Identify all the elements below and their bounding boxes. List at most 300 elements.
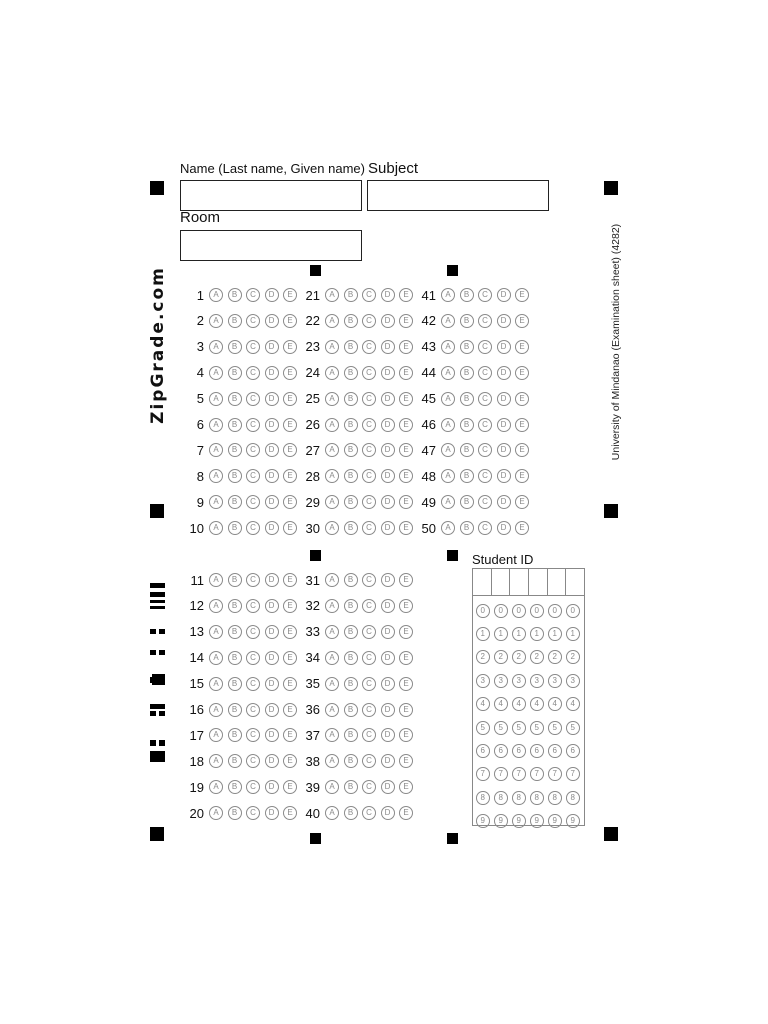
answer-bubble-b[interactable]: B bbox=[344, 418, 358, 432]
answer-bubble-c[interactable]: C bbox=[246, 340, 260, 354]
answer-bubble-c[interactable]: C bbox=[362, 521, 376, 535]
answer-bubble-d[interactable]: D bbox=[381, 599, 395, 613]
answer-bubble-e[interactable]: E bbox=[515, 495, 529, 509]
answer-bubble-b[interactable]: B bbox=[344, 521, 358, 535]
answer-bubble-c[interactable]: C bbox=[246, 806, 260, 820]
student-id-bubble[interactable]: 2 bbox=[476, 650, 490, 664]
answer-bubble-a[interactable]: A bbox=[209, 703, 223, 717]
student-id-bubble[interactable]: 0 bbox=[530, 604, 544, 618]
answer-bubble-e[interactable]: E bbox=[283, 521, 297, 535]
student-id-bubble[interactable]: 4 bbox=[530, 697, 544, 711]
answer-bubble-e[interactable]: E bbox=[283, 469, 297, 483]
student-id-bubble[interactable]: 8 bbox=[566, 791, 580, 805]
answer-bubble-a[interactable]: A bbox=[325, 288, 339, 302]
answer-bubble-d[interactable]: D bbox=[381, 651, 395, 665]
answer-bubble-a[interactable]: A bbox=[325, 366, 339, 380]
student-id-write-cell[interactable] bbox=[566, 569, 584, 595]
answer-bubble-a[interactable]: A bbox=[441, 366, 455, 380]
answer-bubble-c[interactable]: C bbox=[246, 288, 260, 302]
answer-bubble-e[interactable]: E bbox=[283, 418, 297, 432]
student-id-bubble[interactable]: 3 bbox=[530, 674, 544, 688]
answer-bubble-c[interactable]: C bbox=[362, 495, 376, 509]
answer-bubble-d[interactable]: D bbox=[265, 754, 279, 768]
answer-bubble-b[interactable]: B bbox=[344, 288, 358, 302]
name-field[interactable] bbox=[180, 180, 362, 211]
answer-bubble-b[interactable]: B bbox=[344, 780, 358, 794]
answer-bubble-d[interactable]: D bbox=[265, 392, 279, 406]
answer-bubble-e[interactable]: E bbox=[283, 443, 297, 457]
answer-bubble-c[interactable]: C bbox=[362, 288, 376, 302]
student-id-bubble[interactable]: 8 bbox=[494, 791, 508, 805]
answer-bubble-c[interactable]: C bbox=[478, 340, 492, 354]
student-id-bubble[interactable]: 2 bbox=[512, 650, 526, 664]
student-id-bubble[interactable]: 4 bbox=[494, 697, 508, 711]
student-id-bubble[interactable]: 9 bbox=[548, 814, 562, 828]
answer-bubble-a[interactable]: A bbox=[325, 677, 339, 691]
answer-bubble-b[interactable]: B bbox=[228, 314, 242, 328]
answer-bubble-e[interactable]: E bbox=[283, 288, 297, 302]
answer-bubble-a[interactable]: A bbox=[325, 780, 339, 794]
answer-bubble-d[interactable]: D bbox=[381, 443, 395, 457]
answer-bubble-a[interactable]: A bbox=[209, 573, 223, 587]
student-id-bubble[interactable]: 8 bbox=[548, 791, 562, 805]
student-id-bubble[interactable]: 6 bbox=[494, 744, 508, 758]
student-id-bubble[interactable]: 3 bbox=[566, 674, 580, 688]
answer-bubble-b[interactable]: B bbox=[344, 625, 358, 639]
answer-bubble-b[interactable]: B bbox=[344, 340, 358, 354]
answer-bubble-c[interactable]: C bbox=[362, 418, 376, 432]
student-id-bubble[interactable]: 4 bbox=[512, 697, 526, 711]
answer-bubble-b[interactable]: B bbox=[344, 599, 358, 613]
answer-bubble-e[interactable]: E bbox=[399, 599, 413, 613]
answer-bubble-a[interactable]: A bbox=[325, 703, 339, 717]
answer-bubble-c[interactable]: C bbox=[362, 754, 376, 768]
answer-bubble-c[interactable]: C bbox=[246, 443, 260, 457]
answer-bubble-e[interactable]: E bbox=[399, 521, 413, 535]
student-id-bubble[interactable]: 9 bbox=[476, 814, 490, 828]
student-id-bubble[interactable]: 7 bbox=[476, 767, 490, 781]
answer-bubble-e[interactable]: E bbox=[399, 625, 413, 639]
answer-bubble-a[interactable]: A bbox=[209, 443, 223, 457]
answer-bubble-a[interactable]: A bbox=[209, 806, 223, 820]
answer-bubble-d[interactable]: D bbox=[265, 651, 279, 665]
answer-bubble-d[interactable]: D bbox=[381, 703, 395, 717]
student-id-bubble[interactable]: 0 bbox=[476, 604, 490, 618]
student-id-bubble[interactable]: 9 bbox=[566, 814, 580, 828]
student-id-bubble[interactable]: 1 bbox=[530, 627, 544, 641]
answer-bubble-d[interactable]: D bbox=[381, 340, 395, 354]
answer-bubble-a[interactable]: A bbox=[209, 418, 223, 432]
answer-bubble-d[interactable]: D bbox=[381, 754, 395, 768]
student-id-bubble[interactable]: 9 bbox=[530, 814, 544, 828]
answer-bubble-d[interactable]: D bbox=[497, 418, 511, 432]
answer-bubble-a[interactable]: A bbox=[441, 392, 455, 406]
answer-bubble-a[interactable]: A bbox=[325, 728, 339, 742]
student-id-bubble[interactable]: 0 bbox=[548, 604, 562, 618]
answer-bubble-b[interactable]: B bbox=[228, 625, 242, 639]
answer-bubble-b[interactable]: B bbox=[344, 651, 358, 665]
answer-bubble-b[interactable]: B bbox=[344, 754, 358, 768]
student-id-bubble[interactable]: 1 bbox=[476, 627, 490, 641]
answer-bubble-e[interactable]: E bbox=[399, 780, 413, 794]
answer-bubble-d[interactable]: D bbox=[381, 728, 395, 742]
answer-bubble-e[interactable]: E bbox=[399, 392, 413, 406]
answer-bubble-d[interactable]: D bbox=[265, 703, 279, 717]
answer-bubble-d[interactable]: D bbox=[381, 469, 395, 483]
answer-bubble-a[interactable]: A bbox=[325, 469, 339, 483]
answer-bubble-e[interactable]: E bbox=[399, 418, 413, 432]
answer-bubble-b[interactable]: B bbox=[344, 573, 358, 587]
answer-bubble-b[interactable]: B bbox=[228, 366, 242, 380]
student-id-write-cell[interactable] bbox=[529, 569, 548, 595]
answer-bubble-d[interactable]: D bbox=[381, 314, 395, 328]
answer-bubble-e[interactable]: E bbox=[515, 443, 529, 457]
answer-bubble-c[interactable]: C bbox=[246, 469, 260, 483]
answer-bubble-d[interactable]: D bbox=[381, 418, 395, 432]
answer-bubble-b[interactable]: B bbox=[344, 495, 358, 509]
answer-bubble-c[interactable]: C bbox=[246, 754, 260, 768]
answer-bubble-d[interactable]: D bbox=[497, 521, 511, 535]
student-id-bubble[interactable]: 5 bbox=[566, 721, 580, 735]
answer-bubble-b[interactable]: B bbox=[228, 288, 242, 302]
answer-bubble-a[interactable]: A bbox=[209, 651, 223, 665]
answer-bubble-d[interactable]: D bbox=[265, 677, 279, 691]
answer-bubble-c[interactable]: C bbox=[478, 469, 492, 483]
answer-bubble-a[interactable]: A bbox=[325, 418, 339, 432]
answer-bubble-d[interactable]: D bbox=[265, 366, 279, 380]
answer-bubble-e[interactable]: E bbox=[399, 573, 413, 587]
answer-bubble-a[interactable]: A bbox=[209, 469, 223, 483]
answer-bubble-d[interactable]: D bbox=[265, 443, 279, 457]
answer-bubble-e[interactable]: E bbox=[283, 780, 297, 794]
student-id-write-cell[interactable] bbox=[492, 569, 511, 595]
answer-bubble-c[interactable]: C bbox=[246, 728, 260, 742]
answer-bubble-b[interactable]: B bbox=[460, 392, 474, 406]
answer-bubble-c[interactable]: C bbox=[246, 651, 260, 665]
student-id-bubble[interactable]: 4 bbox=[548, 697, 562, 711]
answer-bubble-b[interactable]: B bbox=[460, 443, 474, 457]
answer-bubble-a[interactable]: A bbox=[441, 288, 455, 302]
student-id-bubble[interactable]: 3 bbox=[494, 674, 508, 688]
answer-bubble-e[interactable]: E bbox=[399, 314, 413, 328]
answer-bubble-d[interactable]: D bbox=[497, 288, 511, 302]
answer-bubble-c[interactable]: C bbox=[246, 677, 260, 691]
student-id-bubble[interactable]: 1 bbox=[548, 627, 562, 641]
answer-bubble-c[interactable]: C bbox=[362, 780, 376, 794]
answer-bubble-e[interactable]: E bbox=[515, 392, 529, 406]
answer-bubble-d[interactable]: D bbox=[381, 780, 395, 794]
answer-bubble-e[interactable]: E bbox=[515, 521, 529, 535]
answer-bubble-e[interactable]: E bbox=[399, 677, 413, 691]
answer-bubble-b[interactable]: B bbox=[228, 469, 242, 483]
answer-bubble-b[interactable]: B bbox=[344, 703, 358, 717]
answer-bubble-d[interactable]: D bbox=[265, 495, 279, 509]
answer-bubble-a[interactable]: A bbox=[325, 314, 339, 328]
answer-bubble-a[interactable]: A bbox=[209, 340, 223, 354]
student-id-bubble[interactable]: 4 bbox=[476, 697, 490, 711]
student-id-bubble[interactable]: 7 bbox=[566, 767, 580, 781]
student-id-write-cell[interactable] bbox=[548, 569, 567, 595]
student-id-bubble[interactable]: 8 bbox=[476, 791, 490, 805]
answer-bubble-a[interactable]: A bbox=[209, 366, 223, 380]
answer-bubble-c[interactable]: C bbox=[362, 703, 376, 717]
answer-bubble-b[interactable]: B bbox=[344, 443, 358, 457]
student-id-bubble[interactable]: 6 bbox=[566, 744, 580, 758]
answer-bubble-b[interactable]: B bbox=[460, 418, 474, 432]
answer-bubble-e[interactable]: E bbox=[283, 314, 297, 328]
answer-bubble-b[interactable]: B bbox=[228, 780, 242, 794]
answer-bubble-a[interactable]: A bbox=[325, 651, 339, 665]
answer-bubble-e[interactable]: E bbox=[515, 418, 529, 432]
answer-bubble-e[interactable]: E bbox=[283, 495, 297, 509]
answer-bubble-e[interactable]: E bbox=[283, 573, 297, 587]
answer-bubble-b[interactable]: B bbox=[344, 806, 358, 820]
student-id-bubble[interactable]: 3 bbox=[548, 674, 562, 688]
student-id-bubble[interactable]: 9 bbox=[494, 814, 508, 828]
answer-bubble-e[interactable]: E bbox=[399, 443, 413, 457]
answer-bubble-a[interactable]: A bbox=[325, 392, 339, 406]
answer-bubble-c[interactable]: C bbox=[362, 469, 376, 483]
answer-bubble-e[interactable]: E bbox=[283, 703, 297, 717]
student-id-bubble[interactable]: 2 bbox=[548, 650, 562, 664]
answer-bubble-a[interactable]: A bbox=[209, 677, 223, 691]
answer-bubble-e[interactable]: E bbox=[283, 754, 297, 768]
student-id-bubble[interactable]: 7 bbox=[512, 767, 526, 781]
answer-bubble-a[interactable]: A bbox=[325, 521, 339, 535]
answer-bubble-c[interactable]: C bbox=[246, 495, 260, 509]
answer-bubble-b[interactable]: B bbox=[460, 469, 474, 483]
answer-bubble-c[interactable]: C bbox=[478, 314, 492, 328]
answer-bubble-e[interactable]: E bbox=[399, 728, 413, 742]
answer-bubble-d[interactable]: D bbox=[265, 521, 279, 535]
student-id-bubble[interactable]: 6 bbox=[476, 744, 490, 758]
answer-bubble-d[interactable]: D bbox=[265, 780, 279, 794]
answer-bubble-b[interactable]: B bbox=[228, 754, 242, 768]
student-id-bubble[interactable]: 0 bbox=[512, 604, 526, 618]
answer-bubble-a[interactable]: A bbox=[441, 418, 455, 432]
answer-bubble-b[interactable]: B bbox=[228, 703, 242, 717]
answer-bubble-b[interactable]: B bbox=[460, 521, 474, 535]
answer-bubble-b[interactable]: B bbox=[228, 418, 242, 432]
answer-bubble-d[interactable]: D bbox=[265, 728, 279, 742]
answer-bubble-b[interactable]: B bbox=[228, 340, 242, 354]
answer-bubble-b[interactable]: B bbox=[228, 392, 242, 406]
answer-bubble-c[interactable]: C bbox=[478, 495, 492, 509]
answer-bubble-d[interactable]: D bbox=[265, 418, 279, 432]
answer-bubble-c[interactable]: C bbox=[478, 392, 492, 406]
answer-bubble-b[interactable]: B bbox=[344, 469, 358, 483]
answer-bubble-e[interactable]: E bbox=[399, 651, 413, 665]
answer-bubble-e[interactable]: E bbox=[399, 495, 413, 509]
answer-bubble-e[interactable]: E bbox=[515, 340, 529, 354]
answer-bubble-d[interactable]: D bbox=[265, 288, 279, 302]
answer-bubble-e[interactable]: E bbox=[399, 340, 413, 354]
answer-bubble-a[interactable]: A bbox=[325, 599, 339, 613]
answer-bubble-c[interactable]: C bbox=[362, 728, 376, 742]
answer-bubble-b[interactable]: B bbox=[344, 366, 358, 380]
answer-bubble-a[interactable]: A bbox=[209, 728, 223, 742]
answer-bubble-b[interactable]: B bbox=[460, 366, 474, 380]
answer-bubble-c[interactable]: C bbox=[362, 314, 376, 328]
student-id-bubble[interactable]: 2 bbox=[530, 650, 544, 664]
answer-bubble-d[interactable]: D bbox=[265, 573, 279, 587]
student-id-bubble[interactable]: 4 bbox=[566, 697, 580, 711]
answer-bubble-b[interactable]: B bbox=[228, 521, 242, 535]
answer-bubble-c[interactable]: C bbox=[246, 625, 260, 639]
student-id-bubble[interactable]: 7 bbox=[548, 767, 562, 781]
answer-bubble-d[interactable]: D bbox=[265, 625, 279, 639]
answer-bubble-d[interactable]: D bbox=[497, 469, 511, 483]
answer-bubble-d[interactable]: D bbox=[381, 366, 395, 380]
answer-bubble-d[interactable]: D bbox=[265, 469, 279, 483]
answer-bubble-d[interactable]: D bbox=[265, 340, 279, 354]
answer-bubble-a[interactable]: A bbox=[325, 443, 339, 457]
answer-bubble-b[interactable]: B bbox=[228, 651, 242, 665]
answer-bubble-a[interactable]: A bbox=[441, 495, 455, 509]
student-id-bubble[interactable]: 8 bbox=[530, 791, 544, 805]
student-id-bubble[interactable]: 2 bbox=[566, 650, 580, 664]
answer-bubble-c[interactable]: C bbox=[362, 677, 376, 691]
answer-bubble-a[interactable]: A bbox=[441, 443, 455, 457]
answer-bubble-e[interactable]: E bbox=[283, 677, 297, 691]
answer-bubble-b[interactable]: B bbox=[228, 573, 242, 587]
answer-bubble-c[interactable]: C bbox=[478, 418, 492, 432]
answer-bubble-c[interactable]: C bbox=[246, 780, 260, 794]
answer-bubble-b[interactable]: B bbox=[228, 495, 242, 509]
answer-bubble-c[interactable]: C bbox=[362, 625, 376, 639]
answer-bubble-a[interactable]: A bbox=[325, 573, 339, 587]
answer-bubble-b[interactable]: B bbox=[228, 806, 242, 820]
answer-bubble-c[interactable]: C bbox=[246, 573, 260, 587]
student-id-bubble[interactable]: 8 bbox=[512, 791, 526, 805]
answer-bubble-c[interactable]: C bbox=[246, 392, 260, 406]
answer-bubble-b[interactable]: B bbox=[460, 288, 474, 302]
answer-bubble-b[interactable]: B bbox=[460, 495, 474, 509]
answer-bubble-e[interactable]: E bbox=[283, 625, 297, 639]
student-id-bubble[interactable]: 1 bbox=[512, 627, 526, 641]
answer-bubble-c[interactable]: C bbox=[246, 366, 260, 380]
answer-bubble-c[interactable]: C bbox=[362, 340, 376, 354]
answer-bubble-c[interactable]: C bbox=[478, 366, 492, 380]
answer-bubble-e[interactable]: E bbox=[283, 599, 297, 613]
answer-bubble-d[interactable]: D bbox=[265, 806, 279, 820]
answer-bubble-c[interactable]: C bbox=[246, 314, 260, 328]
student-id-bubble[interactable]: 7 bbox=[494, 767, 508, 781]
student-id-write-cell[interactable] bbox=[473, 569, 492, 595]
answer-bubble-a[interactable]: A bbox=[441, 340, 455, 354]
answer-bubble-e[interactable]: E bbox=[283, 392, 297, 406]
student-id-bubble[interactable]: 2 bbox=[494, 650, 508, 664]
answer-bubble-a[interactable]: A bbox=[209, 599, 223, 613]
answer-bubble-c[interactable]: C bbox=[478, 443, 492, 457]
answer-bubble-a[interactable]: A bbox=[441, 469, 455, 483]
answer-bubble-c[interactable]: C bbox=[362, 573, 376, 587]
student-id-bubble[interactable]: 5 bbox=[476, 721, 490, 735]
answer-bubble-d[interactable]: D bbox=[265, 599, 279, 613]
answer-bubble-e[interactable]: E bbox=[399, 469, 413, 483]
student-id-write-cell[interactable] bbox=[510, 569, 529, 595]
student-id-bubble[interactable]: 5 bbox=[512, 721, 526, 735]
answer-bubble-c[interactable]: C bbox=[246, 599, 260, 613]
answer-bubble-e[interactable]: E bbox=[399, 366, 413, 380]
answer-bubble-c[interactable]: C bbox=[246, 418, 260, 432]
answer-bubble-e[interactable]: E bbox=[283, 806, 297, 820]
answer-bubble-a[interactable]: A bbox=[209, 780, 223, 794]
answer-bubble-c[interactable]: C bbox=[362, 392, 376, 406]
student-id-bubble[interactable]: 1 bbox=[494, 627, 508, 641]
answer-bubble-d[interactable]: D bbox=[497, 340, 511, 354]
student-id-bubble[interactable]: 5 bbox=[548, 721, 562, 735]
answer-bubble-c[interactable]: C bbox=[362, 366, 376, 380]
student-id-bubble[interactable]: 1 bbox=[566, 627, 580, 641]
answer-bubble-d[interactable]: D bbox=[381, 521, 395, 535]
answer-bubble-e[interactable]: E bbox=[399, 754, 413, 768]
answer-bubble-d[interactable]: D bbox=[497, 443, 511, 457]
answer-bubble-c[interactable]: C bbox=[478, 288, 492, 302]
answer-bubble-e[interactable]: E bbox=[515, 314, 529, 328]
answer-bubble-d[interactable]: D bbox=[265, 314, 279, 328]
student-id-bubble[interactable]: 0 bbox=[494, 604, 508, 618]
student-id-bubble[interactable]: 7 bbox=[530, 767, 544, 781]
answer-bubble-b[interactable]: B bbox=[228, 599, 242, 613]
answer-bubble-d[interactable]: D bbox=[381, 288, 395, 302]
answer-bubble-e[interactable]: E bbox=[399, 703, 413, 717]
answer-bubble-d[interactable]: D bbox=[497, 495, 511, 509]
answer-bubble-a[interactable]: A bbox=[209, 392, 223, 406]
answer-bubble-d[interactable]: D bbox=[381, 495, 395, 509]
answer-bubble-e[interactable]: E bbox=[283, 728, 297, 742]
student-id-bubble[interactable]: 3 bbox=[512, 674, 526, 688]
answer-bubble-c[interactable]: C bbox=[362, 599, 376, 613]
answer-bubble-b[interactable]: B bbox=[228, 443, 242, 457]
answer-bubble-a[interactable]: A bbox=[325, 754, 339, 768]
answer-bubble-d[interactable]: D bbox=[381, 806, 395, 820]
answer-bubble-a[interactable]: A bbox=[209, 314, 223, 328]
answer-bubble-e[interactable]: E bbox=[399, 806, 413, 820]
answer-bubble-e[interactable]: E bbox=[283, 340, 297, 354]
answer-bubble-a[interactable]: A bbox=[209, 625, 223, 639]
answer-bubble-d[interactable]: D bbox=[497, 314, 511, 328]
answer-bubble-a[interactable]: A bbox=[209, 288, 223, 302]
answer-bubble-c[interactable]: C bbox=[246, 521, 260, 535]
answer-bubble-a[interactable]: A bbox=[441, 314, 455, 328]
answer-bubble-d[interactable]: D bbox=[497, 392, 511, 406]
answer-bubble-b[interactable]: B bbox=[460, 340, 474, 354]
answer-bubble-b[interactable]: B bbox=[228, 677, 242, 691]
answer-bubble-e[interactable]: E bbox=[515, 366, 529, 380]
answer-bubble-c[interactable]: C bbox=[246, 703, 260, 717]
answer-bubble-e[interactable]: E bbox=[283, 651, 297, 665]
answer-bubble-b[interactable]: B bbox=[344, 728, 358, 742]
answer-bubble-e[interactable]: E bbox=[515, 469, 529, 483]
answer-bubble-a[interactable]: A bbox=[325, 625, 339, 639]
answer-bubble-a[interactable]: A bbox=[325, 806, 339, 820]
answer-bubble-d[interactable]: D bbox=[381, 625, 395, 639]
student-id-bubble[interactable]: 3 bbox=[476, 674, 490, 688]
student-id-bubble[interactable]: 0 bbox=[566, 604, 580, 618]
answer-bubble-c[interactable]: C bbox=[362, 806, 376, 820]
answer-bubble-b[interactable]: B bbox=[344, 677, 358, 691]
student-id-bubble[interactable]: 6 bbox=[548, 744, 562, 758]
answer-bubble-e[interactable]: E bbox=[399, 288, 413, 302]
student-id-bubble[interactable]: 9 bbox=[512, 814, 526, 828]
subject-field[interactable] bbox=[367, 180, 549, 211]
room-field[interactable] bbox=[180, 230, 362, 261]
answer-bubble-d[interactable]: D bbox=[497, 366, 511, 380]
answer-bubble-d[interactable]: D bbox=[381, 573, 395, 587]
answer-bubble-a[interactable]: A bbox=[209, 495, 223, 509]
student-id-bubble[interactable]: 5 bbox=[530, 721, 544, 735]
